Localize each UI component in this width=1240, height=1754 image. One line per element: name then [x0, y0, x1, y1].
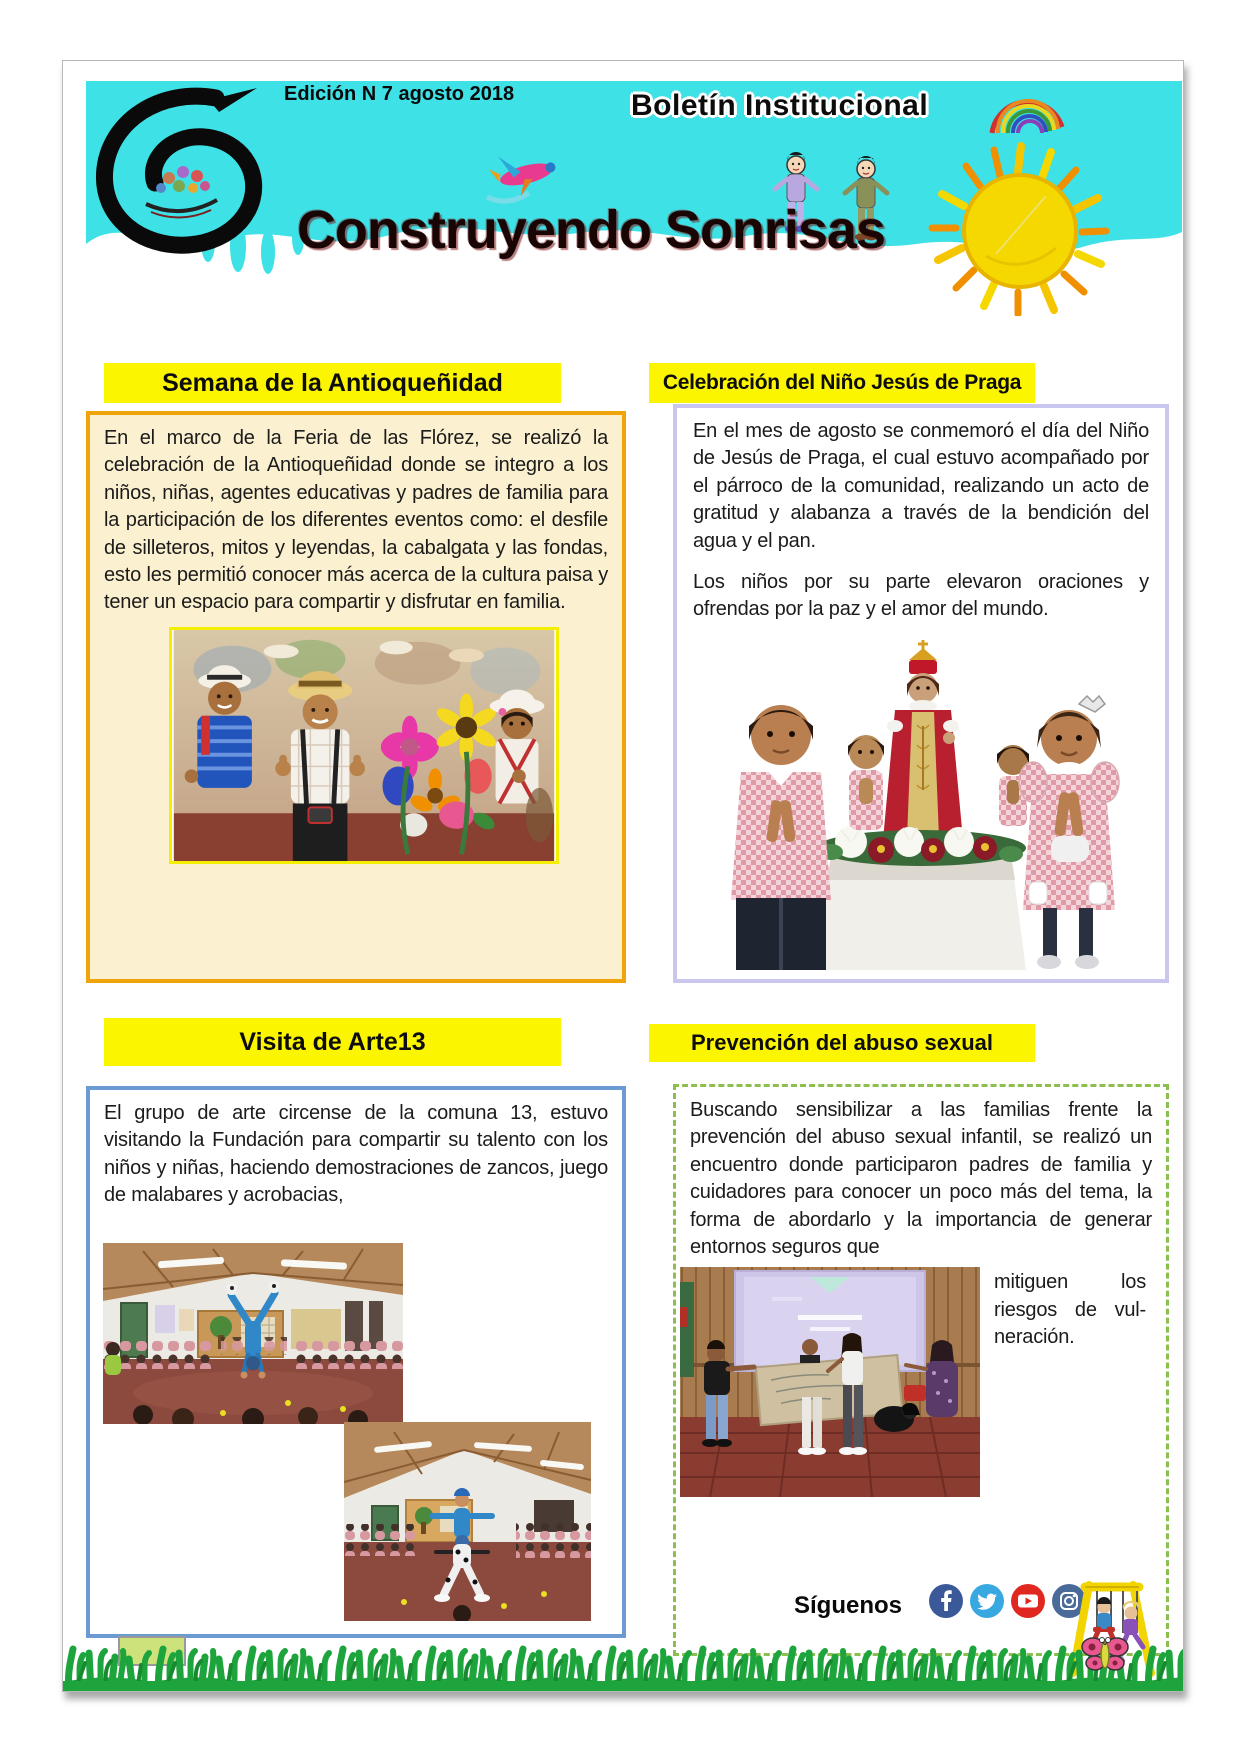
youtube-icon[interactable] — [1010, 1583, 1046, 1619]
arte13-body: El grupo de arte circense de la comuna 13, estuvo visitando la Fundación para compartir su talento con los niños y niñas, haciendo demostraciones de zancos, juego de malabares y acrobacias, — [104, 1102, 608, 1207]
section-box-arte13 — [86, 1086, 626, 1638]
photo-praga-children-praying — [681, 630, 1161, 970]
section-box-antioquenidad — [86, 411, 626, 983]
photo-prevencion-meeting — [680, 1267, 980, 1497]
facebook-icon[interactable] — [928, 1583, 964, 1619]
grass-border — [63, 1643, 1183, 1691]
butterfly-doodle — [1079, 1633, 1131, 1675]
praga-body-p1: En el mes de agosto se conmemoró el día del Niño de Jesús de Praga, el cual estuvo acompañado por el párroco de la comunidad, realizando un acto de gratitud y alabanza a través de la bendición del agua y el pan. — [693, 420, 1149, 552]
photo-arte13-balance — [344, 1422, 591, 1621]
antioquenidad-body: En el marco de la Feria de las Flórez, se realizó la celebración de la Antioqueñidad donde se integro a los niños, niñas, agentes educativas y padres de familia para la participación de los diferentes eventos como: el desfile de silleteros, mitos y leyendas, la cabalgata y las fondas, esto les permitió conocer más acerca de la cultura paisa y tener un espacio para compartir y disfrutar en familia. — [104, 427, 608, 614]
photo-arte13-handstand — [103, 1243, 403, 1424]
prevencion-body: Buscando sensibilizar a las familias frente la prevención del abuso sexual infantil, se realizó un encuentro donde participaron padres de familia y cuidadores para conocer un poco más del tema, la forma de abordarlo y la importancia de generar entornos seguros que — [690, 1099, 1152, 1258]
masthead-title: Boletín Institucional — [631, 89, 929, 122]
rainbow-icon — [986, 81, 1066, 136]
twitter-icon[interactable] — [969, 1583, 1005, 1619]
follow-us-label: Síguenos — [794, 1592, 903, 1619]
newsletter-title: Construyendo Sonrisas — [296, 200, 886, 260]
prevencion-photo-row — [676, 1261, 1166, 1497]
prevencion-wrap-text: mitiguen los riesgos de vul-neración. — [994, 1271, 1146, 1349]
photo-antioquenidad-children — [169, 627, 559, 864]
edition-label: Edición N 7 agosto 2018 — [284, 83, 515, 105]
page-frame — [62, 60, 1184, 1692]
header-banner — [86, 81, 1182, 301]
section-title-arte13: Visita de Arte13 — [104, 1018, 561, 1066]
section-title-prevencion: Prevención del abuso sexual — [649, 1024, 1035, 1062]
section-title-praga: Celebración del Niño Jesús de Praga — [649, 363, 1035, 403]
praga-body-p2: Los niños por su parte elevaron oraciones y ofrendas por la paz y el amor del mundo. — [693, 570, 1149, 621]
section-box-praga — [673, 404, 1169, 983]
section-box-prevencion — [673, 1084, 1169, 1656]
section-title-antioquenidad: Semana de la Antioqueñidad — [104, 363, 561, 403]
